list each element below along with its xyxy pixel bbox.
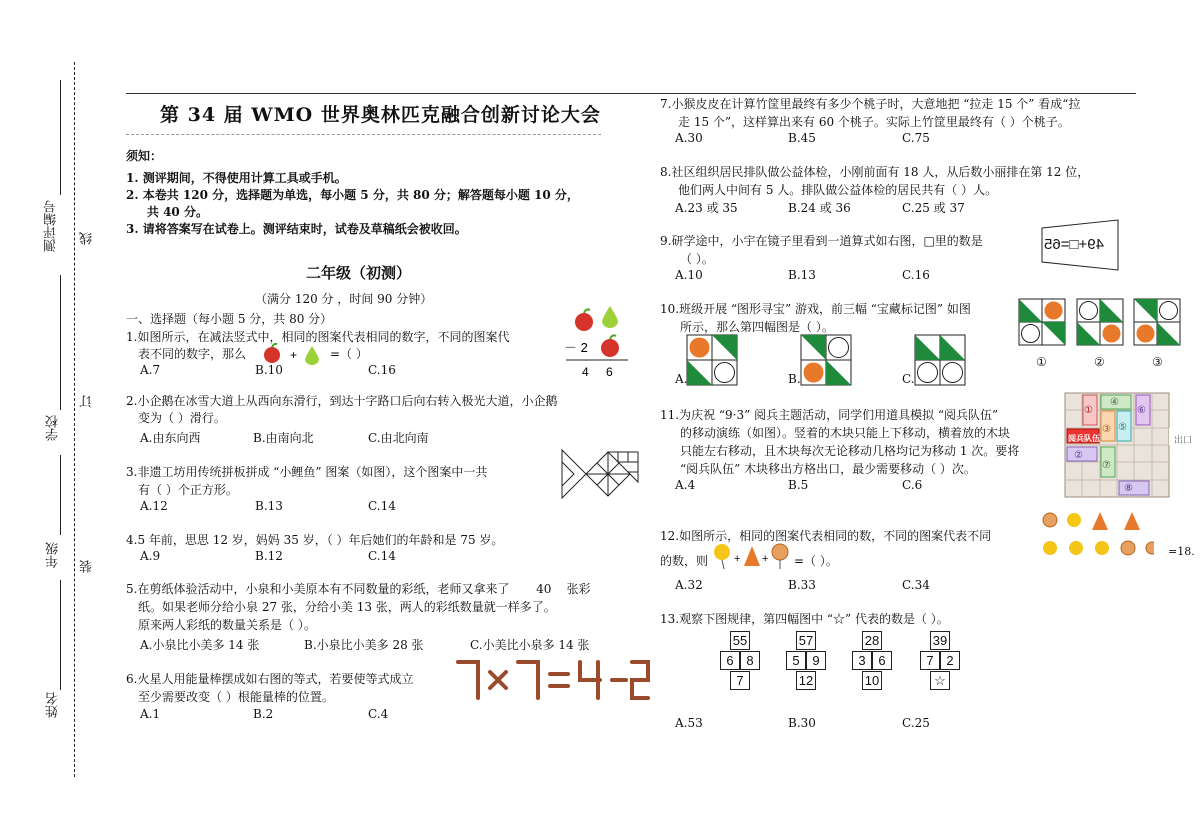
page-title: 第 34 届 WMO 世界奥林匹克融合创新讨论大会 — [160, 104, 601, 126]
q13-figure-2 — [784, 630, 828, 690]
q9-line1: 9.研学途中，小宇在镜子里看到一道算式如右图，□里的数是 — [660, 234, 983, 248]
q13-fig3-top: 28 — [862, 631, 882, 650]
q12-line2-end: =（ ）。 — [794, 554, 838, 568]
q12-line1: 12.如图所示，相同的图案代表相同的数，不同的图案代表不同 — [660, 529, 992, 543]
q1-result-6: 6 — [606, 365, 613, 379]
sidebar-underline — [60, 580, 61, 690]
party-hat-icon — [1092, 512, 1108, 530]
q13-fig1-left: 6 — [720, 651, 740, 670]
q6-option-a[interactable]: A.1 — [140, 707, 161, 721]
q12-option-c[interactable]: C.34 — [902, 578, 930, 592]
q10-line2: 所示，那么第四幅图是（ ）。 — [680, 320, 834, 334]
sidebar-label-school: 学校 — [46, 415, 61, 441]
q6-line2: 至少需要改变（ ）根能量棒的位置。 — [138, 690, 334, 704]
q7-option-c[interactable]: C.75 — [902, 131, 930, 145]
q10-option-b[interactable]: B. — [788, 372, 801, 386]
q11-block-2: ② — [1074, 450, 1083, 461]
q1-option-b[interactable]: B.10 — [255, 363, 283, 377]
q5-option-c[interactable]: C.小美比小泉多 14 张 — [470, 638, 590, 652]
q5-line1: 5.在剪纸体验活动中，小泉和小美原本有不同数量的彩纸，老师又拿来了 40 张彩 — [126, 582, 591, 596]
sidebar-label-grade: 年级 — [46, 542, 61, 568]
notice-3: 3. 请将答案写在试卷上。测评结束时，试卷及草稿纸会被收回。 — [126, 222, 467, 236]
q8-option-b[interactable]: B.24 或 36 — [788, 201, 851, 215]
exam-meta: （满分 120 分 ，时间 90 分钟） — [255, 292, 433, 306]
q10-figure-3 — [1133, 298, 1181, 346]
q4-option-a[interactable]: A.9 — [140, 549, 161, 563]
top-rule — [126, 93, 1136, 94]
binding-dashed-line — [74, 62, 75, 777]
q10-label-3: ③ — [1152, 355, 1163, 369]
q11-line1: 11.为庆祝 “9·3” 阅兵主题活动，同学们用道具模拟 “阅兵队伍” — [660, 408, 999, 422]
q11-block-6: ⑥ — [1137, 405, 1146, 416]
q6-matchstick-equation — [452, 656, 650, 704]
q11-block-8: ⑧ — [1124, 483, 1133, 494]
q3-option-c[interactable]: C.14 — [368, 499, 396, 513]
q1-line2-end: =（ ） — [330, 347, 368, 361]
q2-option-b[interactable]: B.由南向北 — [253, 431, 314, 445]
q11-block-5: ⑤ — [1118, 422, 1127, 433]
svg-text:+: + — [762, 553, 769, 565]
q11-parade-block: 阅兵队伍 — [1068, 433, 1100, 443]
q10-option-c[interactable]: C. — [902, 372, 915, 386]
sidebar-label-id: 测评编号 — [44, 200, 59, 252]
sidebar-label-name: 姓名 — [46, 692, 61, 718]
q13-fig2-right: 9 — [806, 651, 826, 670]
q10-option-c-figure[interactable] — [914, 334, 966, 386]
q13-figure-3 — [850, 630, 894, 690]
q1-option-a[interactable]: A.7 — [140, 363, 161, 377]
q7-option-b[interactable]: B.45 — [788, 131, 816, 145]
lollipop-icon — [772, 544, 788, 560]
party-hat-icon — [1124, 512, 1140, 530]
q1-plus: + — [290, 348, 298, 362]
q10-option-a-figure[interactable] — [686, 334, 738, 386]
balloon-icon — [714, 544, 730, 560]
q3-option-b[interactable]: B.13 — [255, 499, 283, 513]
notice-1: 1. 测评期间，不得使用计算工具或手机。 — [126, 171, 347, 185]
balloon-icon — [1043, 541, 1057, 555]
q2-option-a[interactable]: A.由东向西 — [140, 431, 201, 445]
lollipop-icon — [1121, 541, 1135, 555]
q10-figure-2 — [1076, 298, 1124, 346]
q13-fig3-left: 3 — [852, 651, 872, 670]
q13-fig4-bottom: ☆ — [930, 671, 950, 690]
q1-inline-icons — [262, 343, 326, 365]
q13-fig1-right: 8 — [740, 651, 760, 670]
q13-option-b[interactable]: B.30 — [788, 716, 816, 730]
q13-fig1-bottom: 7 — [730, 671, 750, 690]
balloon-icon — [1067, 513, 1081, 527]
q3-fish-figure — [560, 448, 642, 500]
q4-option-b[interactable]: B.12 — [255, 549, 283, 563]
q1-option-c[interactable]: C.16 — [368, 363, 396, 377]
lollipop-icon — [1043, 513, 1057, 527]
q5-option-a[interactable]: A.小泉比小美多 14 张 — [140, 638, 260, 652]
sidebar-underline — [60, 80, 61, 195]
sidebar-underline — [60, 455, 61, 535]
q13-fig4-right: 2 — [940, 651, 960, 670]
q13-fig2-bottom: 12 — [796, 671, 816, 690]
q11-line4: “阅兵队伍” 木块移出方格出口，最少需要移动（ ）次。 — [680, 462, 976, 476]
q4-option-c[interactable]: C.14 — [368, 549, 396, 563]
pear-icon — [305, 346, 319, 365]
q11-exit-label: 出口 — [1174, 436, 1193, 446]
q5-option-b[interactable]: B.小泉比小美多 28 张 — [304, 638, 424, 652]
q12-inline-icons — [710, 542, 792, 570]
q8-option-a[interactable]: A.23 或 35 — [675, 201, 738, 215]
q1-line2: 表不同的数字，那么 — [138, 347, 247, 361]
q13-option-a[interactable]: A.53 — [675, 716, 703, 730]
sidebar-label-bind2: 装 — [80, 560, 95, 573]
q11-line2: 的移动演练（如图）。竖着的木块只能上下移动，横着放的木块 — [680, 426, 1011, 440]
q9-option-b[interactable]: B.13 — [788, 268, 816, 282]
svg-text:+: + — [734, 553, 741, 565]
q11-block-1: ① — [1084, 405, 1093, 416]
q11-option-c[interactable]: C.6 — [902, 478, 923, 492]
q7-line2: 走 15 个”，这样算出来有 60 个桃子。实际上竹筐里最终有（ ）个桃子。 — [678, 115, 1070, 129]
q1-subtraction-figure — [562, 302, 632, 380]
q1-result-4: 4 — [582, 365, 589, 379]
q6-line1: 6.火星人用能量棒摆成如右图的等式，若要使等式成立 — [126, 672, 414, 686]
q3-line2: 有（ ）个正方形。 — [138, 483, 238, 497]
q2-line1: 2.小企鹅在冰雪大道上从西向东滑行，到达十字路口后向右转入极光大道，小企鹅 — [126, 394, 558, 408]
q8-option-c[interactable]: C.25 或 37 — [902, 201, 965, 215]
q11-block-3: ③ — [1102, 424, 1111, 435]
q12-line2: 的数，则 — [660, 554, 709, 568]
q3-option-a[interactable]: A.12 — [140, 499, 168, 513]
q4-line1: 4.5 年前，思思 12 岁，妈妈 35 岁，（ ）年后她们的年龄和是 75 岁。 — [126, 533, 504, 547]
q13-figure-4 — [918, 630, 962, 690]
q9-line2: （ ）。 — [680, 252, 714, 266]
q13-figure-1 — [718, 630, 762, 690]
q5-line2: 纸。如果老师分给小泉 27 张，分给小美 13 张，两人的彩纸数量就一样多了。 — [138, 600, 556, 614]
q7-option-a[interactable]: A.30 — [675, 131, 703, 145]
q11-line3: 只能左右移动，且木块每次无论移动几格均记为移动 1 次。要将 — [680, 444, 1020, 458]
q10-line1: 10.班级开展 “图形寻宝” 游戏，前三幅 “宝藏标记图” 如图 — [660, 302, 971, 316]
section-heading: 一、选择题（每小题 5 分，共 80 分） — [126, 312, 333, 326]
party-hat-icon — [744, 546, 760, 566]
q10-option-b-figure[interactable] — [800, 334, 852, 386]
q13-fig1-top: 55 — [730, 631, 750, 650]
q10-label-2: ② — [1094, 355, 1105, 369]
q13-fig4-left: 7 — [920, 651, 940, 670]
q12-equations-figure — [1040, 510, 1154, 568]
q9-option-c[interactable]: C.16 — [902, 268, 930, 282]
q1-minus-2: － 2 — [564, 340, 588, 355]
q11-option-a[interactable]: A.4 — [675, 478, 696, 492]
lollipop-icon — [1146, 542, 1154, 554]
q13-fig3-right: 6 — [872, 651, 892, 670]
apple-icon — [601, 339, 619, 357]
q11-option-b[interactable]: B.5 — [788, 478, 809, 492]
q8-line1: 8.社区组织居民排队做公益体检，小刚前面有 18 人，从后数小丽排在第 12 位， — [660, 165, 1090, 179]
q11-block-7: ⑦ — [1102, 460, 1111, 471]
q9-mirror-equation: 49+□=65 — [1044, 236, 1104, 253]
q10-label-1: ① — [1036, 355, 1047, 369]
q13-fig3-bottom: 10 — [862, 671, 882, 690]
q9-option-a[interactable]: A.10 — [675, 268, 703, 282]
sidebar-underline — [60, 275, 61, 410]
notice-2b: 共 40 分。 — [126, 205, 208, 219]
q10-option-a[interactable]: A. — [675, 372, 688, 386]
q13-fig2-left: 5 — [786, 651, 806, 670]
q10-figure-1 — [1018, 298, 1066, 346]
q6-option-b[interactable]: B.2 — [253, 707, 274, 721]
q12-equation-result: =18. — [1168, 545, 1195, 558]
q6-option-c[interactable]: C.4 — [368, 707, 389, 721]
q11-block-4: ④ — [1110, 397, 1119, 408]
notice-label: 须知： — [126, 149, 163, 163]
q13-line1: 13.观察下图规律，第四幅图中 “☆” 代表的数是（ ）。 — [660, 612, 949, 626]
q2-line2: 变为（ ）滑行。 — [138, 411, 226, 425]
q7-line1: 7.小猴皮皮在计算竹筐里最终有多少个桃子时，大意地把 “拉走 15 个” 看成“拉 — [660, 97, 1081, 111]
q13-fig4-top: 39 — [930, 631, 950, 650]
apple-icon — [575, 313, 593, 331]
q12-option-a[interactable]: A.32 — [675, 578, 703, 592]
grade-heading: 二年级（初测） — [306, 264, 412, 282]
q13-fig2-top: 57 — [796, 631, 816, 650]
q3-line1: 3.非遗工坊用传统拼板拼成 “小鲤鱼” 图案（如图），这个图案中一共 — [126, 465, 488, 479]
notice-2: 2. 本卷共 120 分，选择题为单选，每小题 5 分，共 80 分；解答题每小题 10 分， — [126, 188, 579, 202]
title-divider — [126, 134, 601, 135]
q8-line2: 他们两人中间有 5 人。排队做公益体检的居民共有（ ）人。 — [678, 183, 998, 197]
pear-icon — [602, 306, 618, 328]
q12-option-b[interactable]: B.33 — [788, 578, 816, 592]
q5-line3: 原来两人彩纸的数量关系是（ ）。 — [138, 618, 316, 632]
sidebar-label-binding: 订 — [80, 395, 95, 408]
balloon-icon — [1095, 541, 1109, 555]
sidebar-label-line: 线 — [80, 232, 95, 245]
apple-icon — [264, 347, 280, 363]
q2-option-c[interactable]: C.由北向南 — [368, 431, 429, 445]
q13-option-c[interactable]: C.25 — [902, 716, 930, 730]
balloon-icon — [1069, 541, 1083, 555]
q1-line1: 1.如图所示，在减法竖式中，相同的图案代表相同的数字，不同的图案代 — [126, 330, 510, 344]
